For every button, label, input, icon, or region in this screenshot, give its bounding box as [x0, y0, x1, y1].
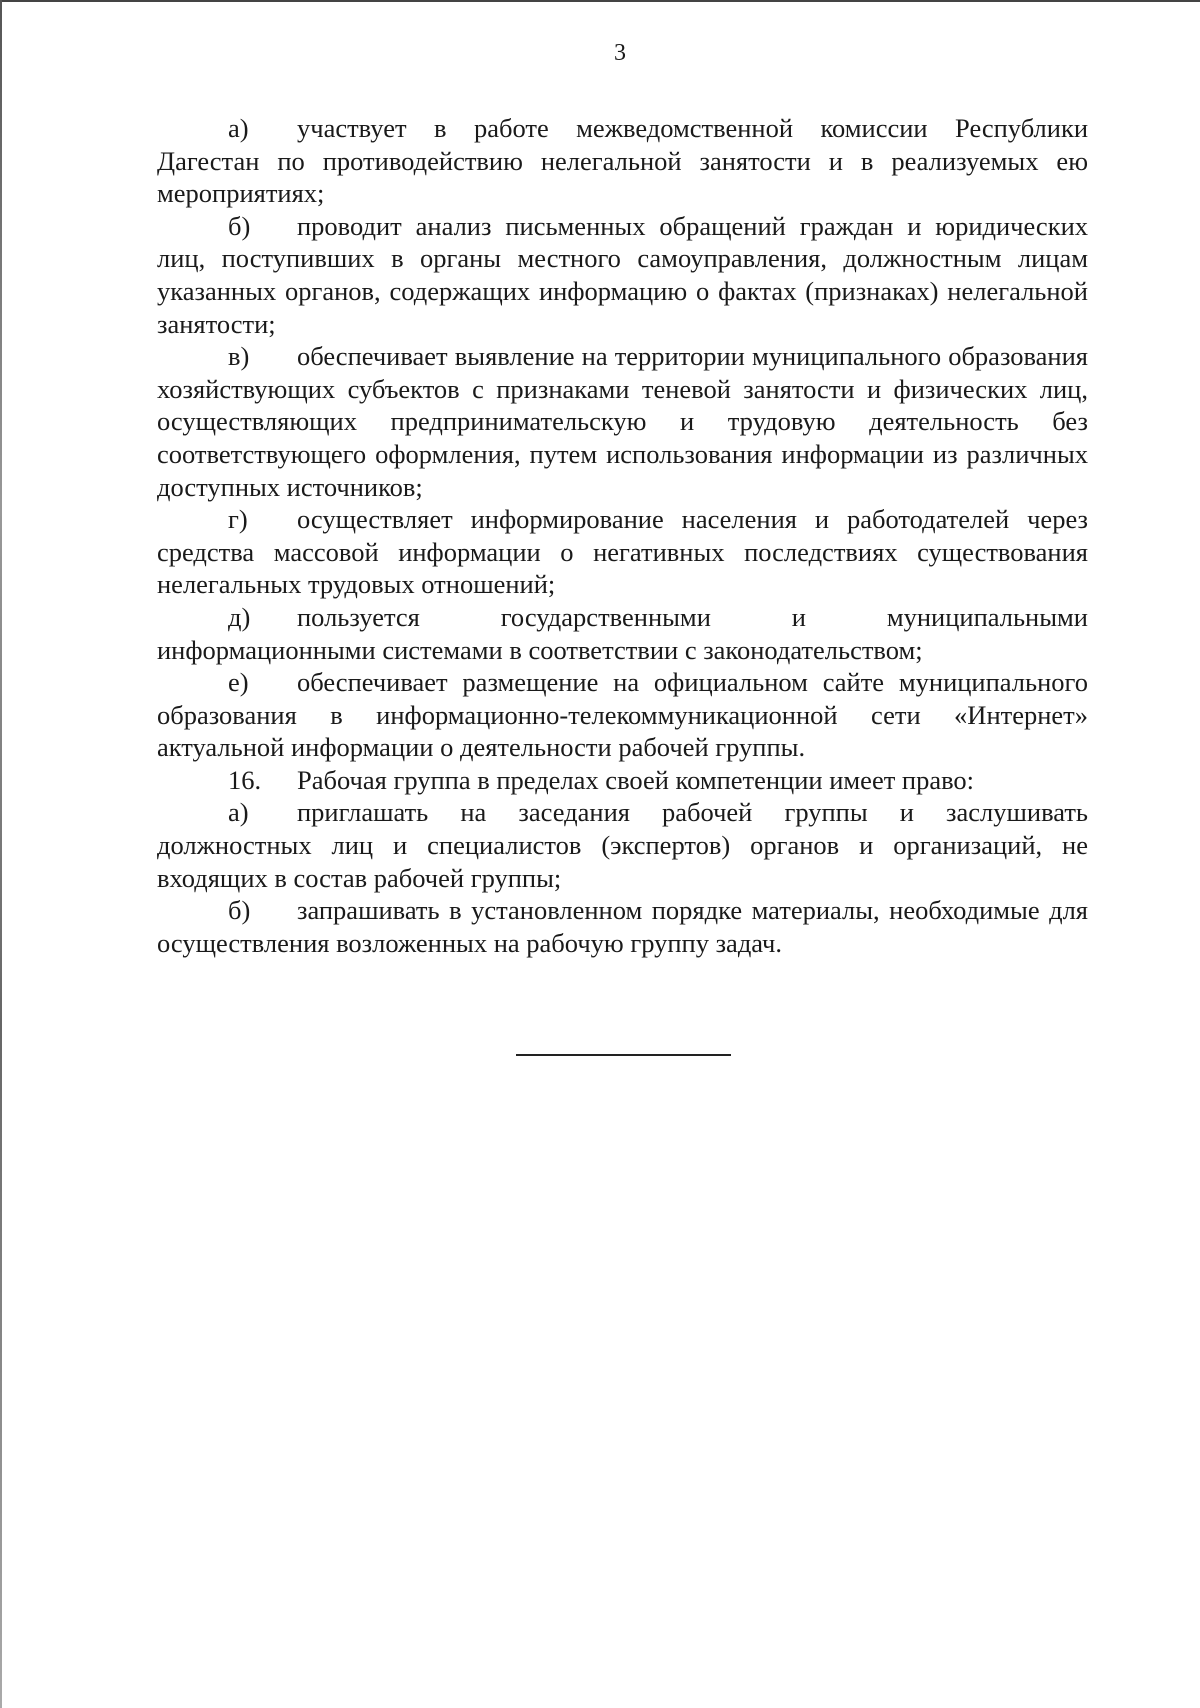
paragraph-marker: а) [228, 797, 249, 828]
section-16-item-b [157, 894, 1088, 959]
section-text: Рабочая группа в пределах своей компетенции имеет право: [297, 764, 975, 795]
paragraph-d [157, 601, 1088, 666]
paragraph-v [157, 340, 1088, 503]
page-number: 3 [614, 40, 626, 66]
paragraph-g [157, 503, 1088, 601]
paragraph-text: запрашивать в установленном порядке материалы, необходимые для осуществления возложенных на рабочую группу задач. [157, 895, 1088, 958]
document-body [157, 112, 1088, 959]
paragraph-text: осуществляет информирование населения и работодателей через средства массовой информации о негативных последствиях существования нелегальных трудовых отношений; [157, 504, 1088, 600]
paragraph-marker: б) [228, 210, 251, 241]
end-of-document-rule [516, 1054, 731, 1056]
paragraph-a [157, 112, 1088, 210]
paragraph-text: пользуется государственными и муниципальными информационными системами в соответствии с законодательством; [157, 601, 1088, 665]
section-number: 16. [228, 764, 262, 795]
paragraph-marker: б) [228, 895, 251, 926]
paragraph-e [157, 666, 1088, 764]
paragraph-text: обеспечивает выявление на территории муниципального образования хозяйствующих субъектов с признаками теневой занятости и физических лиц, осуществляющих предпринимательскую и трудовую деятельность без соответствующего оформления, путем использования информации из различных доступных источников; [157, 341, 1088, 502]
section-16-item-a [157, 796, 1088, 894]
paragraph-marker: а) [228, 113, 249, 143]
scan-edge-left [0, 0, 2, 1708]
paragraph-marker: г) [228, 504, 248, 535]
paragraph-marker: в) [228, 341, 250, 372]
paragraph-marker: д) [228, 601, 251, 632]
section-16 [157, 764, 1088, 797]
paragraph-text: приглашать на заседания рабочей группы и заслушивать должностных лиц и специалистов (экспертов) органов и организаций, не входящих в состав рабочей группы; [157, 797, 1088, 893]
paragraph-text: обеспечивает размещение на официальном сайте муниципального образования в информационно-телекоммуникационной сети «Интернет» актуальной информации о деятельности рабочей группы. [157, 667, 1088, 763]
paragraph-text: участвует в работе межведомственной комиссии Республики Дагестан по противодействию нелегальной занятости и в реализуемых ею мероприятиях; [157, 113, 1088, 209]
paragraph-b [157, 210, 1088, 340]
scan-edge-top [0, 0, 1200, 2]
paragraph-marker: е) [228, 667, 249, 698]
paragraph-text: проводит анализ письменных обращений граждан и юридических лиц, поступивших в органы местного самоуправления, должностным лицам указанных органов, содержащих информацию о фактах (признаках) нелегальной занятости; [157, 210, 1088, 339]
